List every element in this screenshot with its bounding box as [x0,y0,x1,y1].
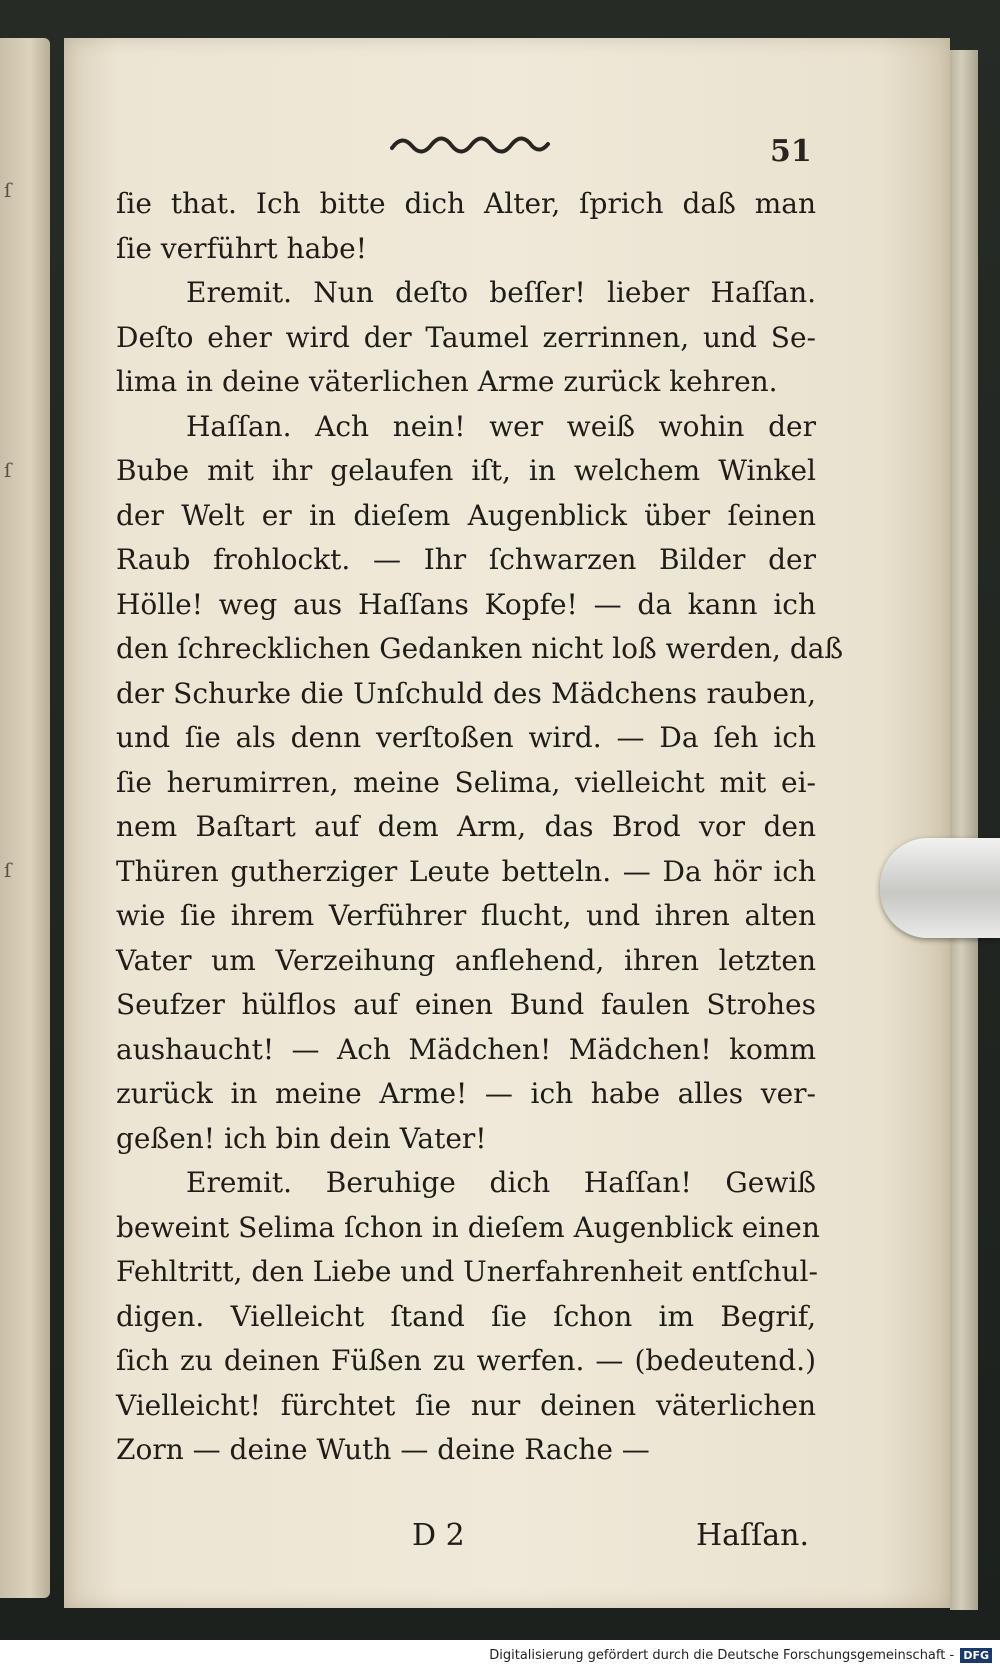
text-line: geßen! ich bin dein Vater! [116,1121,487,1155]
text-line: aushaucht! — Ach Mädchen! Mädchen! komm [116,1032,816,1066]
left-page-edge [0,38,50,1598]
text-line: Bube mit ihr gelaufen iſt, in welchem Winkel [116,454,816,487]
text-line: digen. Vielleicht ſtand ſie ſchon im Begrif, [116,1299,816,1333]
text-line: beweint Selima ſchon in dieſem Augenblick einen [116,1210,820,1244]
text-line: ſie herumirren, meine Selima, vielleicht mit ei- [116,765,816,799]
dfg-logo: DFG [960,1648,992,1663]
text-line: und ſie als denn verſtoßen wird. — Da ſeh ich [116,721,816,754]
text-line: Deſto eher wird der Taumel zerrinnen, und Se- [116,320,816,354]
text-line: Raub frohlockt. — Ihr ſchwarzen Bilder der [116,543,816,576]
text-line: Thüren gutherziger Leute betteln. — Da hör ich [116,854,816,888]
text-line: ſie verführt habe! [116,231,368,265]
credit-bar [0,1640,1000,1673]
text-line: wie ſie ihrem Verführer flucht, und ihren alten [116,899,816,932]
page-edge [950,50,978,1610]
text-body [116,182,844,1473]
text-line: Vielleicht! fürchtet ſie nur deinen väterlichen [116,1388,816,1422]
text-line: ſich zu deinen Füßen zu werfen. — (bedeutend.) [116,1344,816,1377]
left-page-mark: ſ [4,858,12,882]
credit-line [489,1648,992,1663]
page-clip [880,838,1000,938]
left-page-mark: ſ [4,178,12,202]
text-line: Eremit. Nun deſto beſſer! lieber Haſſan. [186,276,816,309]
text-line: nem Baſtart auf dem Arm, das Brod vor den [116,810,816,843]
left-page-mark: ſ [4,458,12,482]
text-line: der Schurke die Unſchuld des Mädchens rauben, [116,676,816,710]
text-line: der Welt er in dieſem Augenblick über ſeinen [116,498,816,532]
credit-text: Digitalisierung gefördert durch die Deutsche Forschungsgemeinschaft - [489,1648,955,1663]
text-line: Zorn — deine Wuth — deine Rache — [116,1433,650,1466]
text-line: Haſſan. Ach nein! wer weiß wohin der [186,409,816,443]
text-line: Hölle! weg aus Haſſans Kopfe! — da kann ich [116,587,816,621]
signature-mark: D 2 [412,1518,465,1553]
text-line: zurück in meine Arme! — ich habe alles ver- [116,1077,816,1110]
text-line: Eremit. Beruhige dich Haſſan! Gewiß [186,1166,816,1199]
page-number: 51 [770,134,812,169]
ornament-vignette [390,130,550,160]
text-line: den ſchrecklichen Gedanken nicht loß werden, daß [116,632,844,665]
text-line: Seufzer hülflos auf einen Bund faulen Strohes [116,988,816,1021]
catchword: Haſſan. [696,1518,809,1553]
text-line: Vater um Verzeihung anflehend, ihren letzten [116,943,816,977]
text-line: lima in deine väterlichen Arme zurück kehren. [116,365,778,398]
text-line: Fehltritt, den Liebe und Unerfahrenheit entſchul- [116,1255,818,1288]
text-line: ſie that. Ich bitte dich Alter, ſprich daß man [116,187,816,220]
